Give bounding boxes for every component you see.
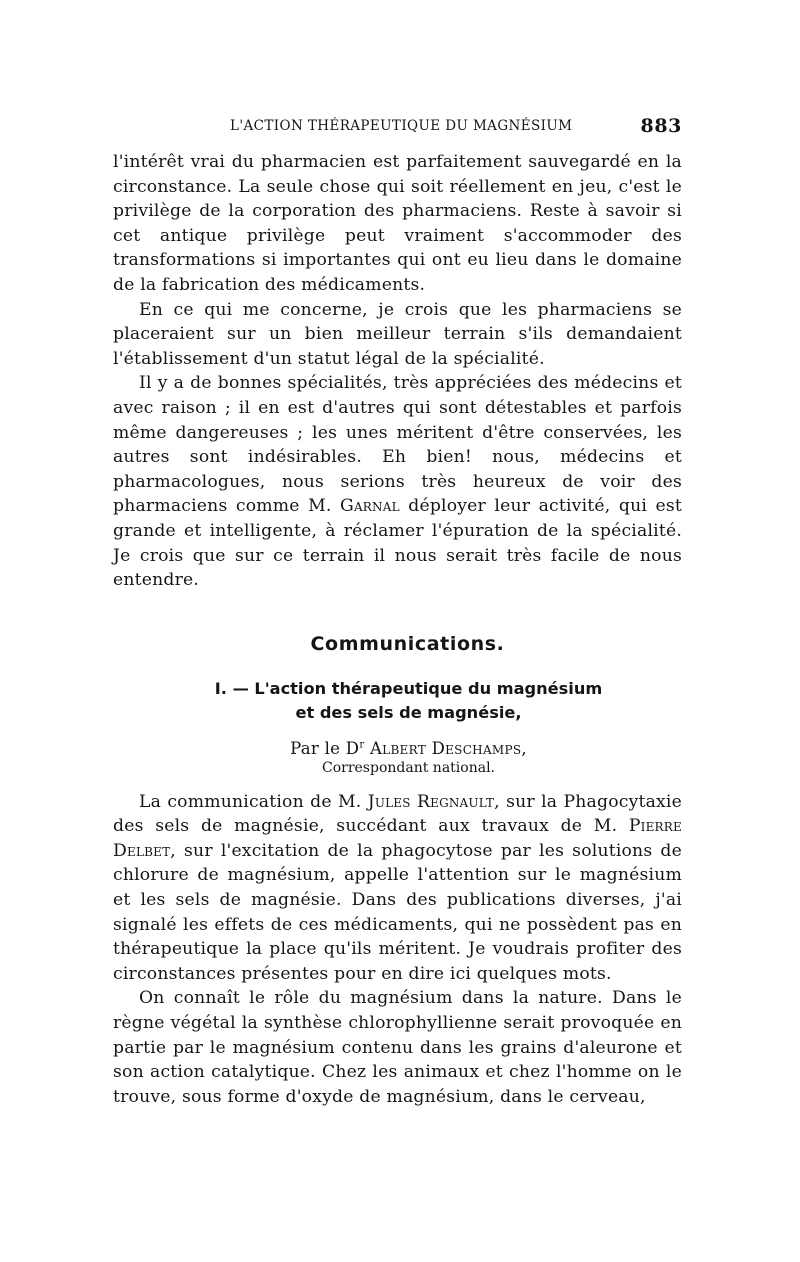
article-title <box>113 677 682 725</box>
paragraph-1: l'intérêt vrai du pharmacien est parfaitement sauvegardé en la circonstance. La seule chose qui soit réellement en jeu, c'est le privilège de la corporation des pharmaciens. Reste à savoir si cet antique privilège peut vraiment s'accommoder des transformations si importantes qui ont eu lieu dans le domaine de la fabrication des médicaments. <box>113 152 682 295</box>
article-paragraph-2: On connaît le rôle du magnésium dans la nature. Dans le règne végétal la synthèse chlorophyllienne serait provoquée en partie par le magnésium contenu dans les grains d'aleurone et son action catalytique. Chez les animaux et chez l'homme on le trouve, sous forme d'oxyde de magnésium, dans le cerveau, <box>113 988 682 1107</box>
person-name-garnal: Garnal <box>340 496 400 517</box>
article-paragraph-1-text-c: , sur l'excitation de la phagocytose par les solutions de chlorure de magnésium, appelle l'attention sur le magnésium et les sels de magnésie. Dans des publications diverses, j'ai signalé les effets de ces médicaments, qui ne possèdent pas en thérapeutique la place qu'ils méritent. Je voudrais profiter des circonstances présentes pour en dire ici quelques mots. <box>113 840 682 984</box>
paragraph-3 <box>113 371 682 592</box>
author-byline <box>113 739 682 758</box>
document-page <box>113 110 682 1109</box>
paragraph-3-text-b: déployer leur activité, qui est grande et intelligente, à réclamer l'épuration de la spécialité. Je crois que sur ce terrain il nous serait très facile de nous entendre. <box>113 496 682 591</box>
article-title-line-2: et des sels de magnésie, <box>295 702 522 722</box>
page-header <box>113 110 682 144</box>
paragraph-3-text-a: Il y a de bonnes spécialités, très appréciées des médecins et avec raison ; il en est d'autres qui sont détestables et parfois même dangereuses ; les unes méritent d'être conservées, les autres sont indésirables. Eh bien! nous, médecins et pharmacologues, nous serions très heureux de voir des pharmaciens comme M. <box>113 373 682 517</box>
person-name-regnault: Jules Regnault <box>367 791 495 812</box>
byline-prefix: Par le D <box>290 738 360 758</box>
article-paragraph-1 <box>113 790 682 987</box>
running-title: L'ACTION THÉRAPEUTIQUE DU MAGNÉSIUM <box>230 118 573 134</box>
article-title-line-1: I. — L'action thérapeutique du magnésium <box>214 678 603 698</box>
article-paragraph-1-text-a: La communication de M. <box>139 791 368 812</box>
byline-superscript: r <box>359 739 365 751</box>
paragraph-2: En ce qui me concerne, je crois que les pharmaciens se placeraient sur un bien meilleur terrain s'ils demandaient l'établissement d'un statut légal de la spécialité. <box>113 299 682 369</box>
article-paragraph-1-text-b: , sur la Phagocytaxie des sels de magnésie, succédant aux travaux de M. <box>113 791 682 837</box>
person-name-delbet: Pierre Delbet <box>113 816 682 861</box>
page-number: 883 <box>640 115 682 137</box>
author-affiliation: Correspondant national. <box>322 759 495 776</box>
section-heading: Communications. <box>310 632 505 655</box>
author-name: Albert Deschamps, <box>369 738 527 758</box>
